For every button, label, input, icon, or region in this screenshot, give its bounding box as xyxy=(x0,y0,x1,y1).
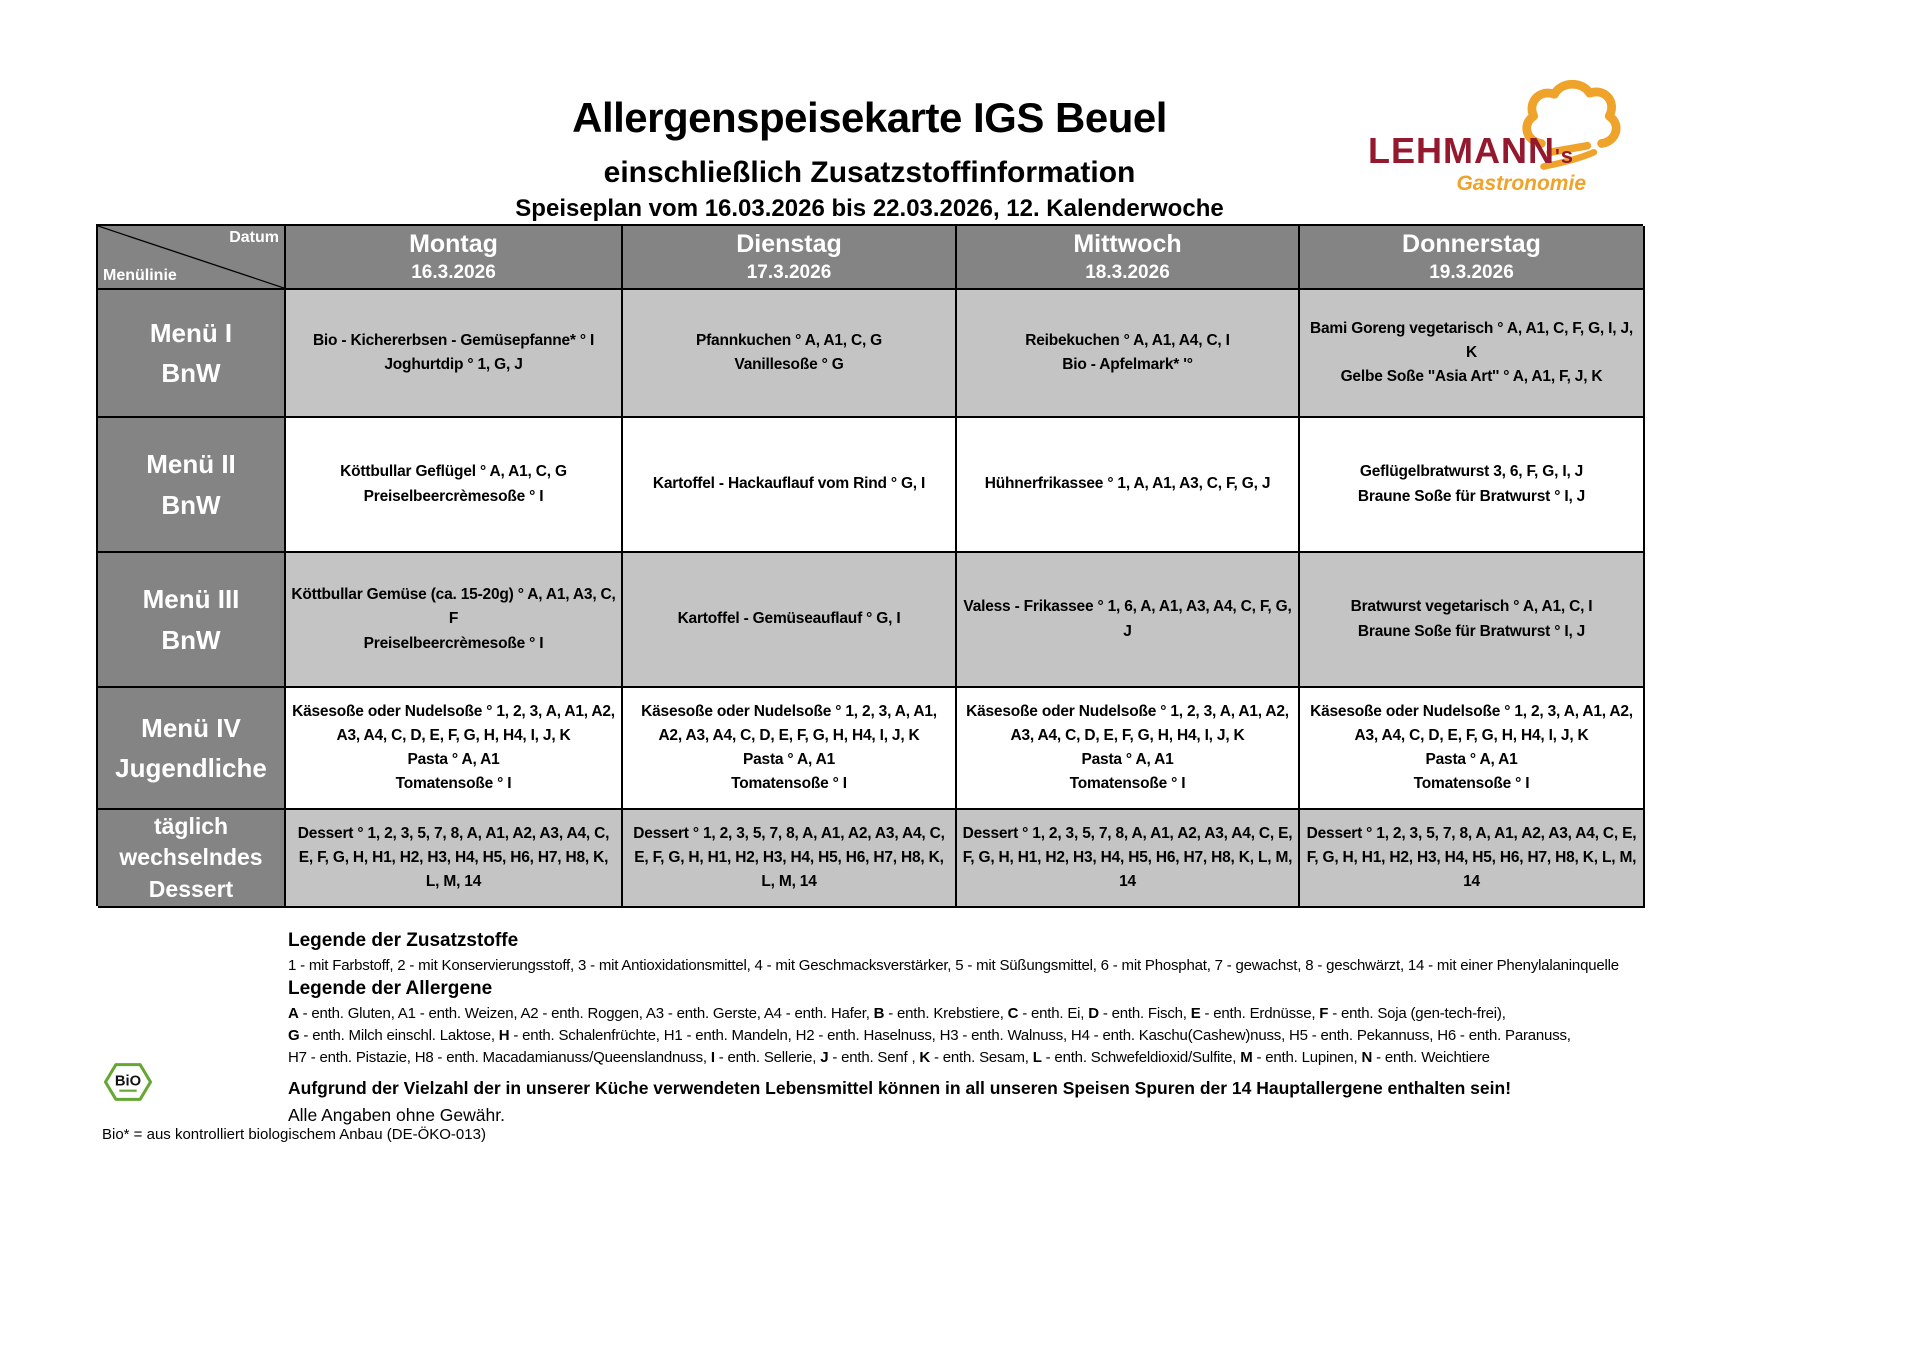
row-label xyxy=(98,418,286,553)
menuelinie-label: Menülinie xyxy=(103,267,177,284)
menu-cell xyxy=(1300,688,1645,810)
row-label-line: BnW xyxy=(161,489,221,520)
menu-item-line: Tomatensoße ° I xyxy=(731,775,847,793)
menu-cell xyxy=(286,290,623,418)
menu-cell xyxy=(623,290,957,418)
menu-item-line: Valess - Frikassee ° 1, 6, A, A1, A3, A4, C, F, G, J xyxy=(963,598,1292,640)
menu-item-line: Geflügelbratwurst 3, 6, F, G, I, J xyxy=(1359,463,1584,481)
datum-label: Datum xyxy=(229,229,279,246)
menu-cell xyxy=(286,810,623,908)
menu-item-line: Käsesoße oder Nudelsoße ° 1, 2, 3, A, A1, A2, A3, A4, C, D, E, F, G, H, H4, I, J, K xyxy=(1310,702,1633,744)
menu-item-line: Käsesoße oder Nudelsoße ° 1, 2, 3, A, A1, A2, A3, A4, C, D, E, F, G, H, H4, I, J, K xyxy=(292,702,615,744)
menu-item-line: Dessert ° 1, 2, 3, 5, 7, 8, A, A1, A2, A3, A4, C, E, F, G, H, H1, H2, H3, H4, H5, H6, H7, H8, K, L, M, 14 xyxy=(633,824,945,890)
menu-item-line: Köttbullar Geflügel ° A, A1, C, G xyxy=(340,463,567,481)
bio-siegel-icon xyxy=(102,1060,154,1104)
legend-section xyxy=(288,926,1623,1126)
page-title: Allergenspeisekarte IGS Beuel xyxy=(572,94,1167,141)
additives-legend-heading: Legende der Zusatzstoffe xyxy=(288,930,519,951)
menu-cell xyxy=(1300,418,1645,553)
brand-text: LEHMANN xyxy=(1368,130,1555,171)
allergens-legend-line: H7 - enth. Pistazie, H8 - enth. Macadamianuss/Queenslandnuss, I - enth. Sellerie, J - enth. Senf , K - enth. Sesam, L - enth. Schwefeldioxid/Sulfite, M - enth. Lupinen, N - enth. Weichtiere xyxy=(288,1049,1490,1066)
menu-item-line: Pasta ° A, A1 xyxy=(1425,751,1518,768)
disclaimer: Alle Angaben ohne Gewähr. xyxy=(288,1105,505,1125)
menu-item-line: Vanillesoße ° G xyxy=(734,356,844,373)
day-date: 19.3.2026 xyxy=(1429,262,1514,283)
menu-item-line: Käsesoße oder Nudelsoße ° 1, 2, 3, A, A1, A2, A3, A4, C, D, E, F, G, H, H4, I, J, K xyxy=(966,702,1289,744)
row-label-line: BnW xyxy=(161,624,221,655)
menu-item-line: Reibekuchen ° A, A1, A4, C, I xyxy=(1025,331,1230,349)
menu-cell xyxy=(623,418,957,553)
day-date: 17.3.2026 xyxy=(746,262,832,283)
row-label-line: täglich xyxy=(153,813,229,840)
row-label xyxy=(98,553,286,688)
bio-footnote: Bio* = aus kontrolliert biologischem Anbau (DE-ÖKO-013) xyxy=(102,1126,486,1143)
menu-item-line: Bratwurst vegetarisch ° A, A1, C, I xyxy=(1350,598,1593,616)
menu-cell xyxy=(286,553,623,688)
page-subtitle: einschließlich Zusatzstoffinformation xyxy=(603,156,1136,189)
bio-siegel-text: BiO xyxy=(114,1073,142,1090)
row-label-line: Menü IV xyxy=(141,712,241,743)
day-header xyxy=(286,226,623,290)
brand-name xyxy=(1368,130,1574,172)
menu-item-line: Tomatensoße ° I xyxy=(395,775,512,793)
menu-item-line: Käsesoße oder Nudelsoße ° 1, 2, 3, A, A1, A2, A3, A4, C, D, E, F, G, H, H4, I, J, K xyxy=(641,702,937,744)
menu-item-line: Bio - Apfelmark* '° xyxy=(1062,356,1193,373)
menu-cell xyxy=(957,810,1300,908)
menu-cell xyxy=(623,810,957,908)
brand-apostrophe: ' xyxy=(1554,146,1561,168)
brand-suffix: s xyxy=(1560,143,1574,168)
trace-warning: Aufgrund der Vielzahl der in unserer Küche verwendeten Lebensmittel können in all unseren Speisen Spuren der 14 Hauptallergene enthalten sein! xyxy=(288,1078,1512,1098)
row-label-line: wechselndes xyxy=(119,844,263,871)
menu-item-line: Köttbullar Gemüse (ca. 15-20g) ° A, A1, A3, C, F xyxy=(291,586,616,628)
menu-table xyxy=(96,224,1643,906)
menu-item-line: Pfannkuchen ° A, A1, C, G xyxy=(695,331,883,349)
day-header xyxy=(957,226,1300,290)
row-label xyxy=(98,688,286,810)
menu-cell xyxy=(957,688,1300,810)
menu-cell xyxy=(623,553,957,688)
menu-item-line: Pasta ° A, A1 xyxy=(1081,751,1174,768)
corner-cell xyxy=(98,226,286,290)
day-header xyxy=(1300,226,1645,290)
row-label-line: Dessert xyxy=(148,875,234,902)
menu-item-line: Hühnerfrikassee ° 1, A, A1, A3, C, F, G, J xyxy=(984,475,1271,493)
menu-item-line: Dessert ° 1, 2, 3, 5, 7, 8, A, A1, A2, A3, A4, C, E, F, G, H, H1, H2, H3, H4, H5, H6, H7, H8, K, L, M, 14 xyxy=(962,824,1293,890)
menu-item-line: Preiselbeercrèmesoße ° I xyxy=(363,487,544,505)
day-name: Mittwoch xyxy=(1073,230,1182,258)
row-label xyxy=(98,290,286,418)
menu-item-line: Pasta ° A, A1 xyxy=(407,751,500,768)
menu-cell xyxy=(1300,553,1645,688)
menu-cell xyxy=(1300,810,1645,908)
allergens-legend-line: A - enth. Gluten, A1 - enth. Weizen, A2 - enth. Roggen, A3 - enth. Gerste, A4 - enth. Hafer, B - enth. Krebstiere, C - enth. Ei, D - enth. Fisch, E - enth. Erdnüsse, F - enth. Soja (gen-tech-frei), xyxy=(288,1005,1506,1022)
day-name: Dienstag xyxy=(736,230,842,258)
menu-item-line: Bio - Kichererbsen - Gemüsepfanne* ° I xyxy=(312,331,595,349)
menu-item-line: Preiselbeercrèmesoße ° I xyxy=(363,634,544,652)
menu-item-line: Braune Soße für Bratwurst ° I, J xyxy=(1357,487,1586,505)
menu-cell xyxy=(623,688,957,810)
menu-item-line: Pasta ° A, A1 xyxy=(742,751,836,768)
day-header xyxy=(623,226,957,290)
row-label-line: Jugendliche xyxy=(115,753,267,783)
menu-cell xyxy=(957,290,1300,418)
menu-cell xyxy=(957,418,1300,553)
row-label-line: BnW xyxy=(161,358,221,388)
menu-item-line: Joghurtdip ° 1, G, J xyxy=(384,356,523,373)
menu-item-line: Dessert ° 1, 2, 3, 5, 7, 8, A, A1, A2, A3, A4, C, E, F, G, H, H1, H2, H3, H4, H5, H6, H7, H8, K, L, M, 14 xyxy=(1306,824,1637,890)
menu-cell xyxy=(286,688,623,810)
menu-cell xyxy=(1300,290,1645,418)
menu-item-line: Bami Goreng vegetarisch ° A, A1, C, F, G, I, J, K xyxy=(1310,319,1633,361)
row-label xyxy=(98,810,286,908)
menu-item-line: Kartoffel - Gemüseauflauf ° G, I xyxy=(677,610,901,628)
lehmanns-logo xyxy=(1368,86,1628,198)
plan-period: Speiseplan vom 16.03.2026 bis 22.03.2026, 12. Kalenderwoche xyxy=(515,195,1224,222)
menu-item-line: Gelbe Soße ''Asia Art'' ° A, A1, F, J, K xyxy=(1340,368,1603,385)
row-label-line: Menü II xyxy=(146,449,236,479)
menu-item-line: Tomatensoße ° I xyxy=(1413,775,1530,793)
brand-tagline: Gastronomie xyxy=(1456,172,1586,195)
row-label-line: Menü III xyxy=(142,584,240,614)
allergens-legend-line: G - enth. Milch einschl. Laktose, H - enth. Schalenfrüchte, H1 - enth. Mandeln, H2 - enth. Haselnuss, H3 - enth. Walnuss, H4 - enth. Kaschu(Cashew)nuss, H5 - enth. Pekannuss, H6 - enth. Paranuss, xyxy=(288,1027,1571,1044)
day-name: Donnerstag xyxy=(1402,230,1541,258)
day-name: Montag xyxy=(409,230,498,258)
additives-legend-line: 1 - mit Farbstoff, 2 - mit Konservierungsstoff, 3 - mit Antioxidationsmittel, 4 - mit Geschmacksverstärker, 5 - mit Süßungsmittel, 6 - mit Phosphat, 7 - gewachst, 8 - geschwärzt, 14 - mit einer Phenylalaninquelle xyxy=(288,957,1619,974)
menu-item-line: Kartoffel - Hackauflauf vom Rind ° G, I xyxy=(652,475,926,493)
menu-item-line: Dessert ° 1, 2, 3, 5, 7, 8, A, A1, A2, A3, A4, C, E, F, G, H, H1, H2, H3, H4, H5, H6, H7, H8, K, L, M, 14 xyxy=(297,824,610,890)
menu-cell xyxy=(957,553,1300,688)
day-date: 18.3.2026 xyxy=(1085,262,1170,283)
row-label-line: Menü I xyxy=(149,317,233,348)
menu-cell xyxy=(286,418,623,553)
allergens-legend-heading: Legende der Allergene xyxy=(288,978,493,999)
day-date: 16.3.2026 xyxy=(411,262,496,283)
menu-item-line: Tomatensoße ° I xyxy=(1069,775,1186,793)
menu-item-line: Braune Soße für Bratwurst ° I, J xyxy=(1357,622,1586,640)
